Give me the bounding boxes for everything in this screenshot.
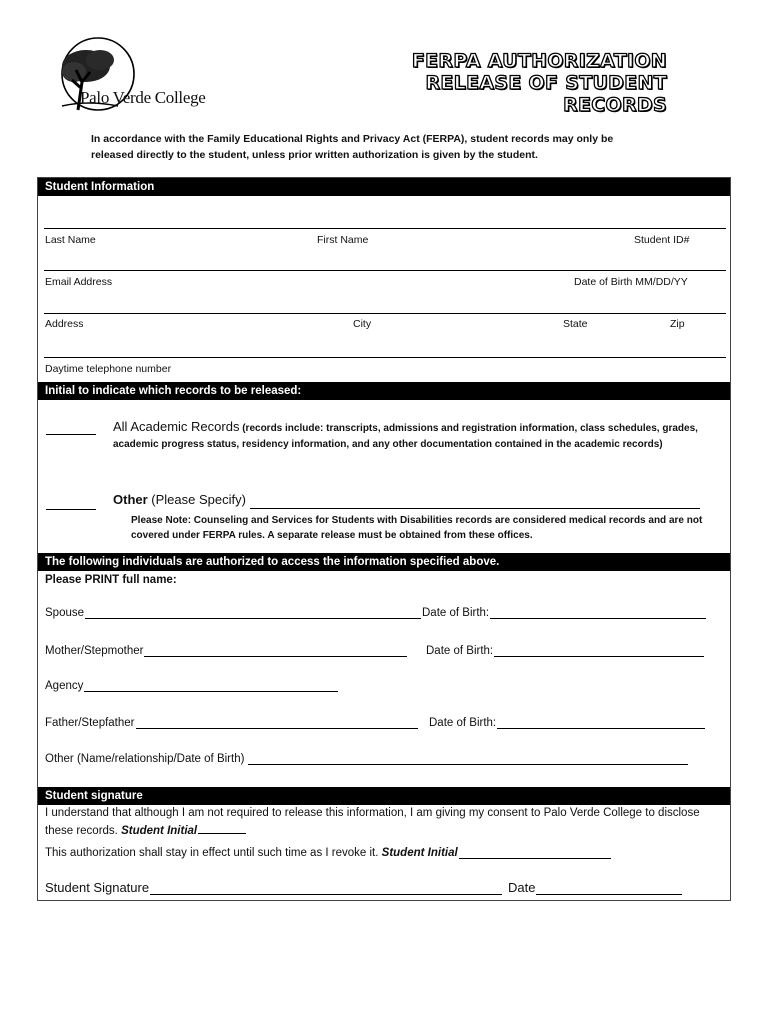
all-records-desc: (records include: transcripts, admissions and registration information, class schedules, grades, academic progress status, residency information, and any other documentation contained in the academic records)	[113, 423, 698, 450]
dob-label: Date of Birth MM/DD/YY	[574, 276, 688, 288]
authorized-header: The following individuals are authorized to access the information specified above.	[38, 553, 730, 571]
date-label: Date	[508, 880, 536, 895]
title-line-1: FERPA AUTHORIZATION	[411, 50, 667, 72]
other-person-field	[45, 752, 688, 765]
address-row-line[interactable]	[44, 313, 726, 314]
agency-name-line[interactable]	[84, 679, 338, 692]
mother-dob-label: Date of Birth:	[426, 645, 494, 657]
mother-dob-field	[426, 644, 704, 657]
signature-line[interactable]	[150, 882, 502, 895]
state-label: State	[563, 318, 588, 330]
student-info-header: Student Information	[38, 178, 730, 196]
title-line-3: RECORDS	[563, 94, 667, 116]
student-id-label: Student ID#	[634, 234, 690, 246]
signature-header: Student signature	[38, 787, 730, 805]
spouse-dob-line[interactable]	[490, 606, 706, 619]
father-dob-label: Date of Birth:	[429, 717, 497, 729]
consent-initial-line[interactable]	[198, 822, 246, 834]
mother-label: Mother/Stepmother	[45, 645, 144, 657]
agency-field	[45, 679, 338, 692]
all-records-block	[113, 419, 713, 453]
name-row-line[interactable]	[44, 228, 726, 229]
other-person-line[interactable]	[248, 752, 688, 765]
address-label: Address	[45, 318, 84, 330]
medical-records-note: Please Note: Counseling and Services for Students with Disabilities records are considered medical records and are not covered under FERPA rules. A separate release must be obtained from these offices.	[131, 515, 703, 541]
signature-label: Student Signature	[45, 880, 150, 895]
spouse-dob-label: Date of Birth:	[422, 607, 490, 619]
effect-initial-line[interactable]	[459, 846, 611, 859]
spouse-label: Spouse	[45, 607, 85, 619]
father-dob-field	[429, 716, 705, 729]
email-label: Email Address	[45, 276, 113, 288]
agency-label: Agency	[45, 680, 84, 692]
father-dob-line[interactable]	[497, 716, 705, 729]
spouse-dob-field	[422, 606, 706, 619]
consent-text: I understand that although I am not required to release this information, I am giving my consent to Palo Verde College to disclose these records.	[45, 807, 700, 837]
other-person-label: Other (Name/relationship/Date of Birth)	[45, 753, 245, 765]
signature-field	[45, 880, 502, 895]
other-records-initial-line[interactable]	[46, 509, 96, 510]
father-name-line[interactable]	[136, 716, 418, 729]
title-line-2: RELEASE OF STUDENT	[425, 72, 667, 94]
other-records-block	[113, 492, 246, 507]
effect-text: This authorization shall stay in effect until such time as I revoke it.	[45, 847, 379, 859]
consent-initial-label: Student Initial	[121, 825, 198, 837]
form-title	[412, 50, 667, 116]
mother-dob-line[interactable]	[494, 644, 704, 657]
first-name-label: First Name	[317, 234, 369, 246]
print-name-label: Please PRINT full name:	[45, 574, 177, 586]
zip-label: Zip	[670, 318, 685, 330]
mother-name-line[interactable]	[144, 644, 407, 657]
last-name-label: Last Name	[45, 234, 96, 246]
college-name: Palo Verde College	[80, 88, 206, 107]
father-label: Father/Stepfather	[45, 717, 135, 729]
intro-text: In accordance with the Family Educational Rights and Privacy Act (FERPA), student records may only be released directly to the student, unless prior written authorization is given by the student.	[91, 133, 614, 161]
mother-field	[45, 644, 407, 657]
all-records-initial-line[interactable]	[46, 434, 96, 435]
phone-label: Daytime telephone number	[45, 363, 172, 375]
other-specify-label: (Please Specify)	[147, 492, 246, 507]
other-records-title: Other	[113, 492, 148, 507]
records-header: Initial to indicate which records to be released:	[38, 382, 730, 400]
father-field	[45, 716, 418, 729]
date-field	[508, 880, 682, 895]
spouse-name-line[interactable]	[85, 606, 421, 619]
authorization-form	[37, 177, 731, 901]
city-label: City	[353, 318, 372, 330]
spouse-field	[45, 606, 421, 619]
date-line[interactable]	[536, 882, 682, 895]
email-row-line[interactable]	[44, 270, 726, 271]
all-records-title: All Academic Records	[113, 419, 240, 434]
phone-row-line[interactable]	[44, 357, 726, 358]
effect-field	[45, 846, 611, 859]
consent-paragraph	[45, 805, 727, 840]
effect-initial-label: Student Initial	[381, 847, 458, 859]
other-specify-line[interactable]	[250, 508, 700, 509]
